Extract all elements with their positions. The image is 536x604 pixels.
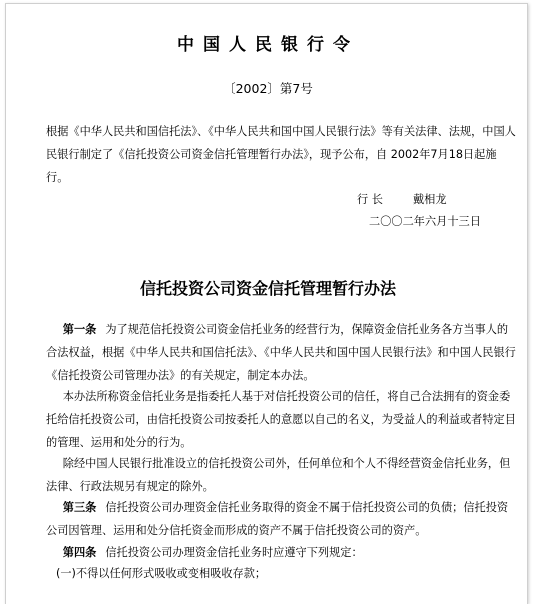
article-2-paragraph-1 — [46, 385, 516, 454]
article-text: 本办法所称资金信托业务是指委托人基于对信托投资公司的信任，将自己合法拥有的资金委托给信托投资公司，由信托投资公司按委托人的意愿以自己的名义，为受益人的利益或者特定目的管理、运用和处分的行为。 — [46, 390, 516, 449]
article-2-paragraph-2 — [46, 452, 516, 498]
list-item: (一)不得以任何形式吸收或变相吸收存款； — [56, 567, 267, 580]
article-4 — [46, 541, 516, 564]
signer-line — [357, 191, 447, 207]
article-text: 除经中国人民银行批准设立的信托投资公司外，任何单位和个人不得经营资金信托业务，但法律、行政法规另有规定的除外。 — [46, 457, 511, 493]
article-3 — [46, 496, 516, 542]
article-label: 第四条 — [62, 546, 97, 559]
article-label: 第三条 — [62, 501, 97, 514]
decree-heading: 中国人民银行令 — [177, 35, 359, 55]
signer-name: 戴相龙 — [412, 193, 447, 206]
issue-date: 二〇〇二年六月十三日 — [369, 215, 481, 228]
article-label: 第一条 — [62, 323, 97, 336]
article-text: 为了规范信托投资公司资金信托业务的经营行为，保障资金信托业务各方当事人的合法权益，根据《中华人民共和国信托法》、《中华人民共和国中国人民银行法》和中国人民银行《信托投资公司管理办法》的有关规定，制定本办法。 — [46, 323, 516, 382]
signer-title: 行 长 — [357, 193, 383, 206]
article-1 — [46, 318, 516, 387]
article-text: 信托投资公司办理资金信托业务时应遵守下列规定： — [105, 546, 363, 559]
decree-number: 〔2002〕第7号 — [223, 81, 313, 96]
intro-paragraph: 根据《中华人民共和国信托法》、《中华人民共和国中国人民银行法》等有关法律、法规，中国人民银行制定了《信托投资公司资金信托管理暂行办法》，现予公布，自 2002年7月18日起施行。 — [46, 125, 516, 184]
regulation-title: 信托投资公司资金信托管理暂行办法 — [139, 279, 396, 298]
article-text: 信托投资公司办理资金信托业务取得的资金不属于信托投资公司的负债；信托投资公司因管理、运用和处分信托资金而形成的资产不属于信托投资公司的资产。 — [46, 501, 509, 537]
